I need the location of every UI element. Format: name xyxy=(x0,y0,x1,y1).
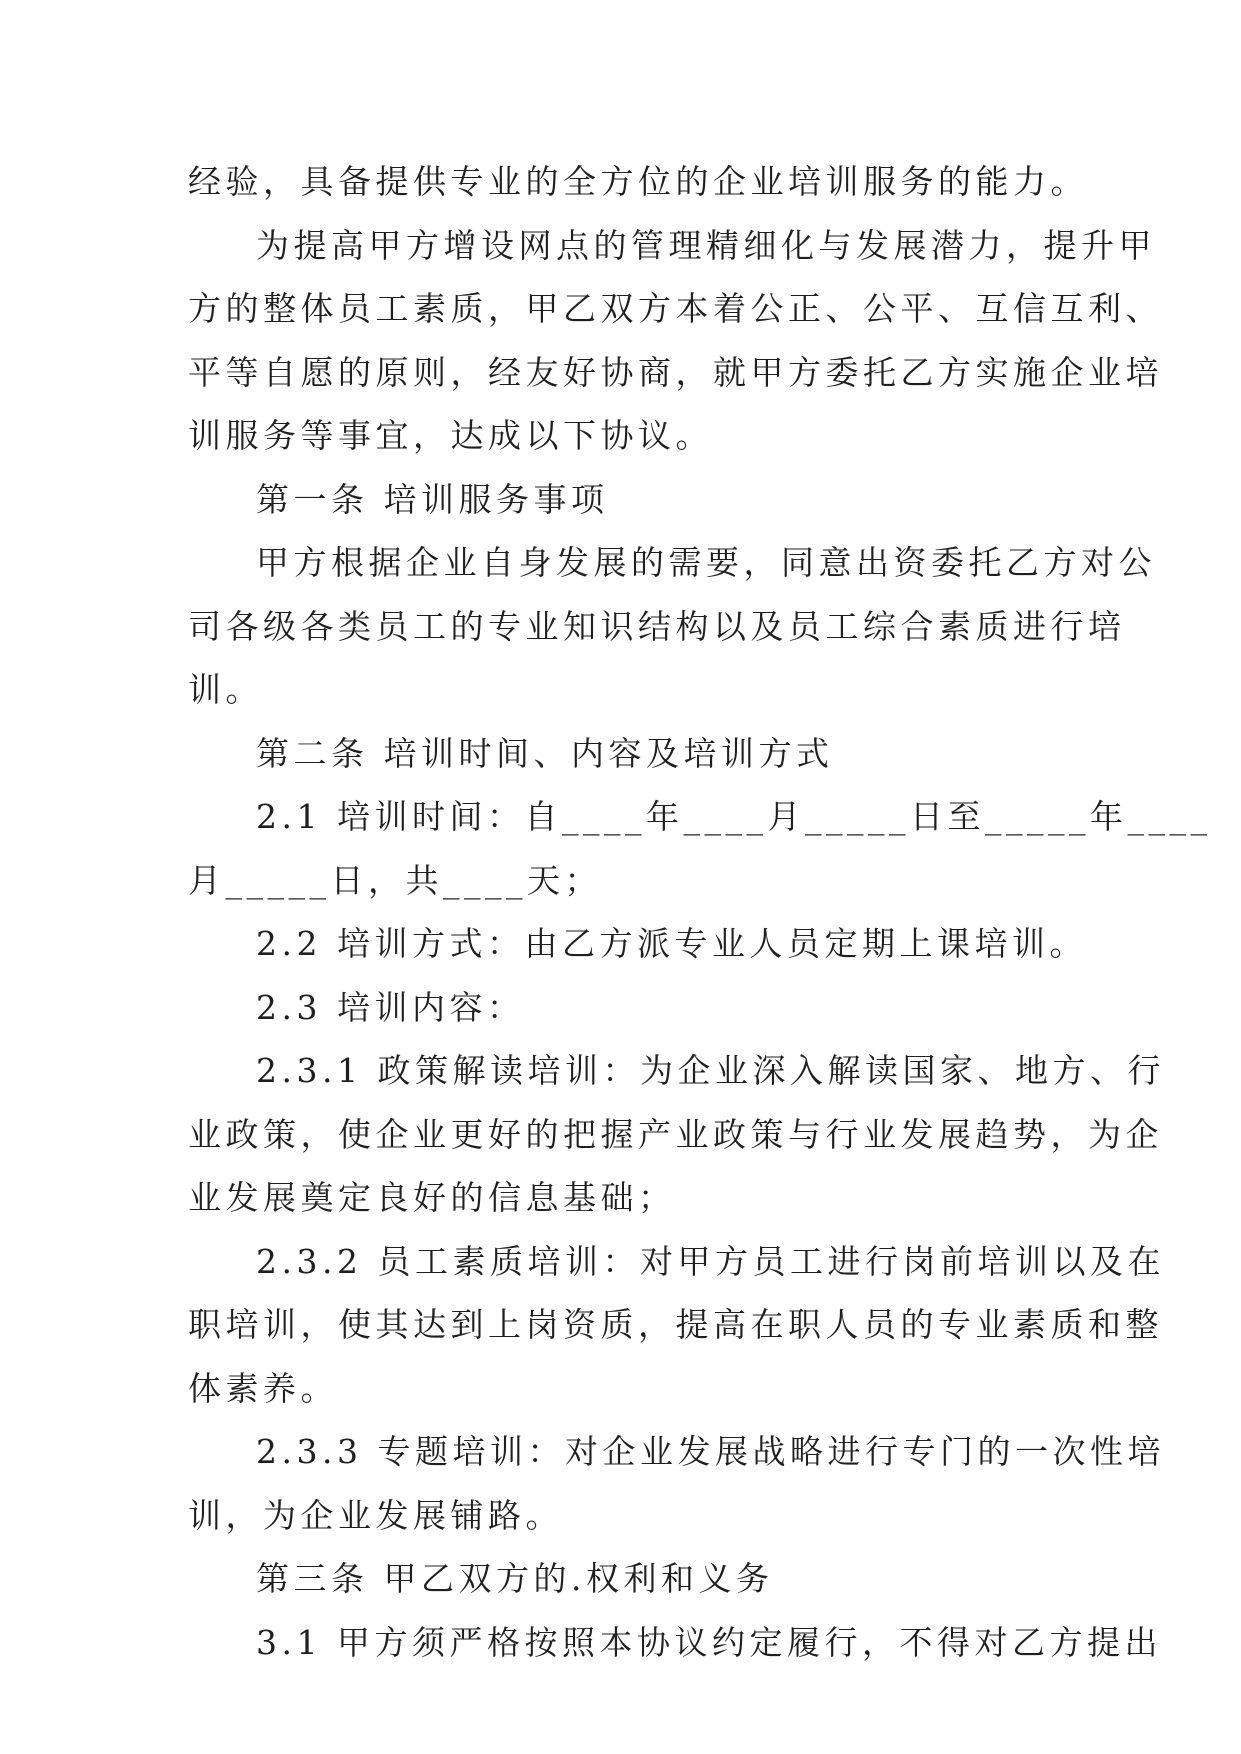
document-line: 第三条 甲乙双方的.权利和义务 xyxy=(256,1559,774,1598)
document-line: 业政策，使企业更好的把握产业政策与行业发展趋势，为企 xyxy=(188,1114,1163,1154)
document-line: 2.3 培训内容： xyxy=(256,987,525,1027)
document-line: 2.2 培训方式：由乙方派专业人员定期上课培训。 xyxy=(256,924,1087,963)
document-line: 平等自愿的原则，经友好协商，就甲方委托乙方实施企业培 xyxy=(188,352,1163,392)
document-line: 3.1 甲方须严格按照本协议约定履行，不得对乙方提出 xyxy=(256,1622,1162,1662)
document-line: 甲方根据企业自身发展的需要，同意出资委托乙方对公 xyxy=(256,543,1156,582)
document-line: 经验，具备提供专业的全方位的企业培训服务的能力。 xyxy=(188,162,1088,201)
document-line: 月_____日，共____天； xyxy=(188,860,602,900)
document-line: 职培训，使其达到上岗资质，提高在职人员的专业素质和整 xyxy=(188,1305,1163,1344)
document-line: 训服务等事宜，达成以下协议。 xyxy=(188,416,713,455)
document-line: 体素养。 xyxy=(188,1368,338,1408)
document-line: 2.3.1 政策解读培训：为企业深入解读国家、地方、行 xyxy=(256,1051,1165,1090)
document-line: 第一条 培训服务事项 xyxy=(256,479,609,519)
document-line: 训，为企业发展铺路。 xyxy=(188,1495,563,1535)
document-line: 2.3.2 员工素质培训：对甲方员工进行岗前培训以及在 xyxy=(256,1241,1165,1281)
document-line: 2.1 培训时间：自____年____月_____日至_____年____ xyxy=(256,797,1212,836)
document-line: 司各级各类员工的专业知识结构以及员工综合素质进行培 xyxy=(188,606,1126,646)
document-page xyxy=(188,150,1212,1674)
document-line: 方的整体员工素质，甲乙双方本着公正、公平、互信互利、 xyxy=(188,289,1163,328)
document-line: 第二条 培训时间、内容及培训方式 xyxy=(256,733,834,773)
document-line: 训。 xyxy=(188,670,263,709)
document-line: 为提高甲方增设网点的管理精细化与发展潜力，提升甲 xyxy=(256,225,1156,265)
document-line: 2.3.3 专题培训：对企业发展战略进行专门的一次性培 xyxy=(256,1432,1165,1471)
document-line: 业发展奠定良好的信息基础； xyxy=(188,1178,676,1217)
